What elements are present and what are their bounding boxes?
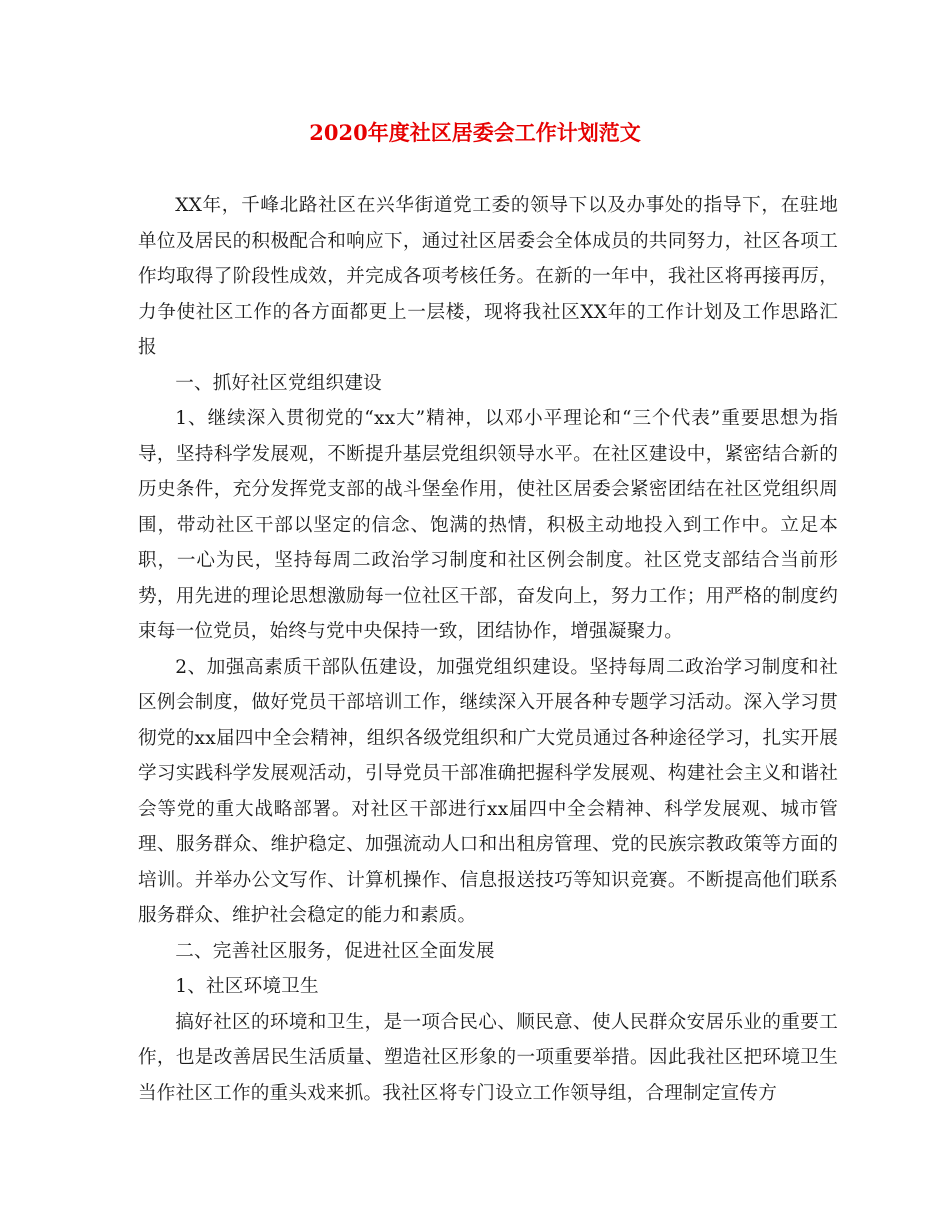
- paragraph-item-2: 2、加强高素质干部队伍建设，加强党组织建设。坚持每周二政治学习制度和社区例会制度，做好党员干部培训工作，继续深入开展各种专题学习活动。深入学习贯彻党的xx届四中全会精神，组织各级党组织和广大党员通过各种途径学习，扎实开展学习实践科学发展观活动，引导党员干部准确把握科学发展观、构建社会主义和谐社会等党的重大战略部署。对社区干部进行xx届四中全会精神、科学发展观、城市管理、服务群众、维护稳定、加强流动人口和出租房管理、党的民族宗教政策等方面的培训。并举办公文写作、计算机操作、信息报送技巧等知识竞赛。不断提高他们联系服务群众、维护社会稳定的能力和素质。: [138, 656, 838, 926]
- section-heading-party-building: 一、抓好社区党组织建设: [175, 372, 382, 394]
- paragraph-item-1: 1、继续深入贯彻党的“xx大”精神，以邓小平理论和“三个代表”重要思想为指导，坚持科学发展观，不断提升基层党组织领导水平。在社区建设中，紧密结合新的历史条件，充分发挥党支部的战斗堡垒作用，使社区居委会紧密团结在社区党组织周围，带动社区干部以坚定的信念、饱满的热情，积极主动地投入到工作中。立足本职，一心为民，坚持每周二政治学习制度和社区例会制度。社区党支部结合当前形势，用先进的理论思想激励每一位社区干部，奋发向上，努力工作；用严格的制度约束每一位党员，始终与党中央保持一致，团结协作，增强凝聚力。: [138, 408, 838, 642]
- document-title: 2020年度社区居委会工作计划范文: [309, 120, 641, 145]
- paragraph-intro: XX年，千峰北路社区在兴华街道党工委的领导下以及办事处的指导下，在驻地单位及居民的积极配合和响应下，通过社区居委会全体成员的共同努力，社区各项工作均取得了阶段性成效，并完成各项考核任务。在新的一年中，我社区将再接再厉，力争使社区工作的各方面都更上一层楼，现将我社区XX年的工作计划及工作思路汇报: [138, 195, 838, 358]
- section-heading-community-service: 二、完善社区服务，促进社区全面发展: [175, 940, 495, 962]
- paragraph-environment: 搞好社区的环境和卫生，是一项合民心、顺民意、使人民群众安居乐业的重要工作，也是改善居民生活质量、塑造社区形象的一项重要举措。因此我社区把环境卫生当作社区工作的重头戏来抓。我社区将专门设立工作领导组，合理制定宣传方: [138, 1011, 838, 1104]
- subheading-environment: 1、社区环境卫生: [175, 976, 319, 997]
- document-body: [138, 188, 838, 1111]
